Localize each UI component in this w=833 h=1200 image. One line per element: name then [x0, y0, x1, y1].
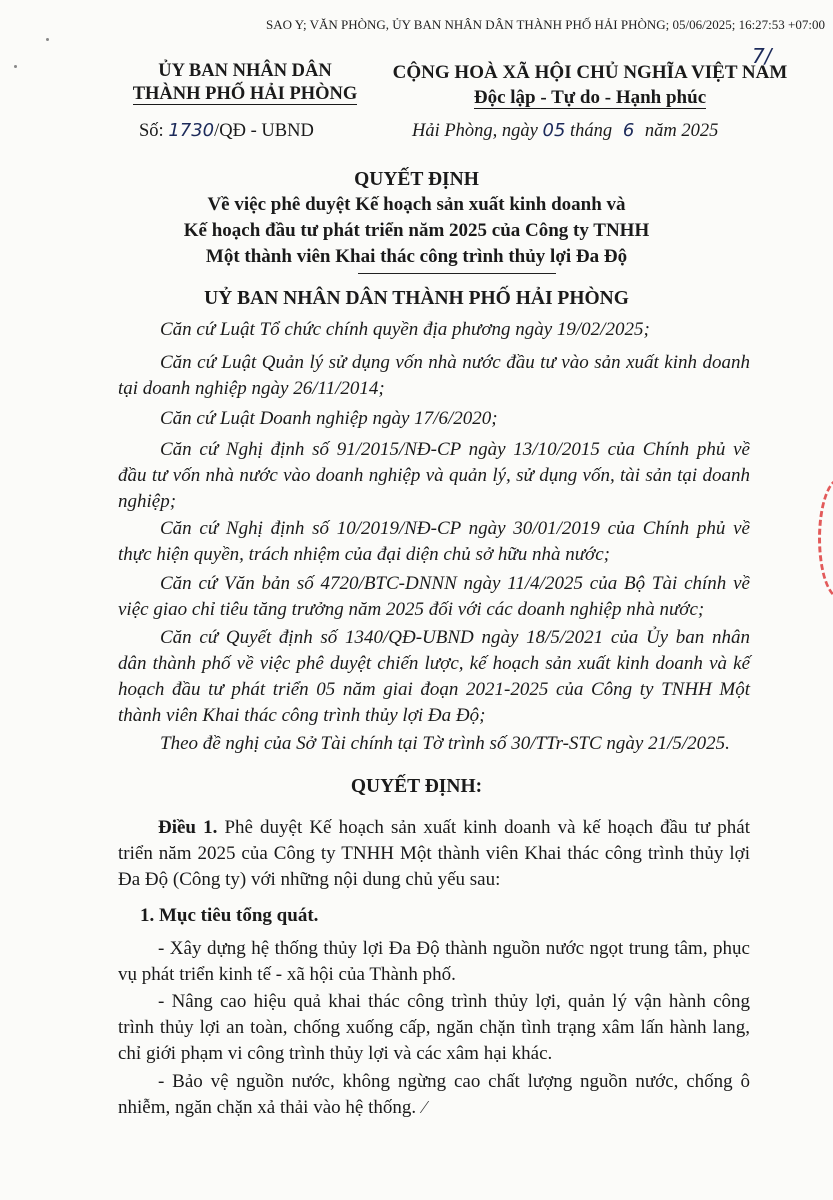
issuer-heading: UỶ BAN NHÂN DÂN THÀNH PHỐ HẢI PHÒNG [204, 288, 629, 309]
issuing-agency [110, 60, 380, 106]
title-line-1: Về việc phê duyệt Kế hoạch sản xuất kinh doanh và [207, 194, 626, 215]
ground-3: Căn cứ Luật Doanh nghiệp ngày 17/6/2020; [160, 408, 498, 429]
document-type: QUYẾT ĐỊNH [354, 169, 479, 190]
ground-6: Căn cứ Văn bản số 4720/BTC-DNNN ngày 11/4/2025 của Bộ Tài chính về việc giao chỉ tiêu tăng trưởng năm 2025 đối với các doanh nghiệp nhà nước; [118, 573, 750, 620]
nation-name: CỘNG HOÀ XÃ HỘI CHỦ NGHĨA VIỆT NAM [392, 62, 788, 83]
section-1-item-1: - Xây dựng hệ thống thủy lợi Đa Độ thành nguồn nước ngọt trung tâm, phục vụ phát triển kinh tế - xã hội của Thành phố. [118, 938, 750, 985]
doc-number-handwritten: 1730 [168, 120, 215, 141]
decision-heading: QUYẾT ĐỊNH: [350, 776, 483, 797]
doc-number-label: Số: [139, 121, 164, 141]
scan-speck [14, 65, 17, 68]
date-year: năm 2025 [644, 121, 719, 141]
date-day: 05 [542, 120, 566, 141]
article-1-label: Điều 1. [158, 817, 218, 838]
article-1-text: Phê duyệt Kế hoạch sản xuất kinh doanh và kế hoạch đầu tư phát triển năm 2025 của Công ty TNHH Một thành viên Khai thác công trình thủy lợi Đa Độ (Công ty) với những nội dung chủ yếu sau: [118, 817, 751, 890]
national-motto [380, 60, 800, 110]
ground-1: Căn cứ Luật Tổ chức chính quyền địa phương ngày 19/02/2025; [160, 319, 650, 340]
date-line [412, 120, 718, 142]
ground-5: Căn cứ Nghị định số 10/2019/NĐ-CP ngày 30/01/2019 của Chính phủ về thực hiện quyền, trách nhiệm của đại diện chủ sở hữu nhà nước; [118, 518, 750, 565]
ground-4: Căn cứ Nghị định số 91/2015/NĐ-CP ngày 13/10/2015 của Chính phủ về đầu tư vốn nhà nước vào doanh nghiệp và quản lý, sử dụng vốn, tài sản tại doanh nghiệp; [118, 439, 750, 512]
ground-7: Căn cứ Quyết định số 1340/QĐ-UBND ngày 18/5/2021 của Ủy ban nhân dân thành phố về việc phê duyệt chiến lược, kế hoạch sản xuất kinh doanh và kế hoạch đầu tư phát triển 05 năm giai đoạn 2021-2025 của Công ty TNHH Một thành viên Khai thác công trình thủy lợi Đa Độ; [118, 627, 750, 726]
date-month: 6 [622, 120, 635, 141]
date-prefix: Hải Phòng, ngày [412, 121, 538, 141]
section-1-item-3: - Bảo vệ nguồn nước, không ngừng cao chất lượng nguồn nước, chống ô nhiễm, ngăn chặn xả thải vào hệ thống. [118, 1071, 750, 1118]
ground-2: Căn cứ Luật Quản lý sử dụng vốn nhà nước đầu tư vào sản xuất kinh doanh tại doanh nghiệp ngày 26/11/2014; [118, 352, 750, 399]
ground-8: Theo đề nghị của Sở Tài chính tại Tờ trình số 30/TTr-STC ngày 21/5/2025. [160, 733, 730, 754]
agency-line-1: ỦY BAN NHÂN DÂN [158, 61, 332, 81]
check-mark-icon: ⁄ [423, 1097, 427, 1117]
motto: Độc lập - Tự do - Hạnh phúc [473, 87, 707, 108]
doc-number-suffix: /QĐ - UBND [214, 121, 314, 141]
document-number [139, 120, 314, 142]
date-month-label: tháng [570, 121, 613, 141]
section-1-heading: 1. Mục tiêu tổng quát. [140, 905, 319, 926]
title-line-2: Kế hoạch đầu tư phát triển năm 2025 của Công ty TNHH [183, 220, 650, 241]
agency-line-2: THÀNH PHỐ HẢI PHÒNG [132, 84, 358, 104]
scan-speck [46, 38, 49, 41]
red-seal-edge [818, 478, 833, 599]
title-line-3: Một thành viên Khai thác công trình thủy lợi Đa Độ [205, 246, 628, 267]
article-1 [118, 815, 750, 893]
copy-stamp: SAO Y; VĂN PHÒNG, ỦY BAN NHÂN DÂN THÀNH PHỐ HẢI PHÒNG; 05/06/2025; 16:27:53 +07:00 [265, 17, 825, 32]
handwritten-mark: 7/ [752, 44, 772, 68]
section-1-item-2: - Nâng cao hiệu quả khai thác công trình thủy lợi, quản lý vận hành công trình thủy lợi an toàn, chống xuống cấp, ngăn chặn tình trạng xâm lấn hành lang, chỉ giới phạm vi công trình thủy lợi và các xâm hại khác. [118, 991, 750, 1064]
title-underline [358, 273, 556, 274]
